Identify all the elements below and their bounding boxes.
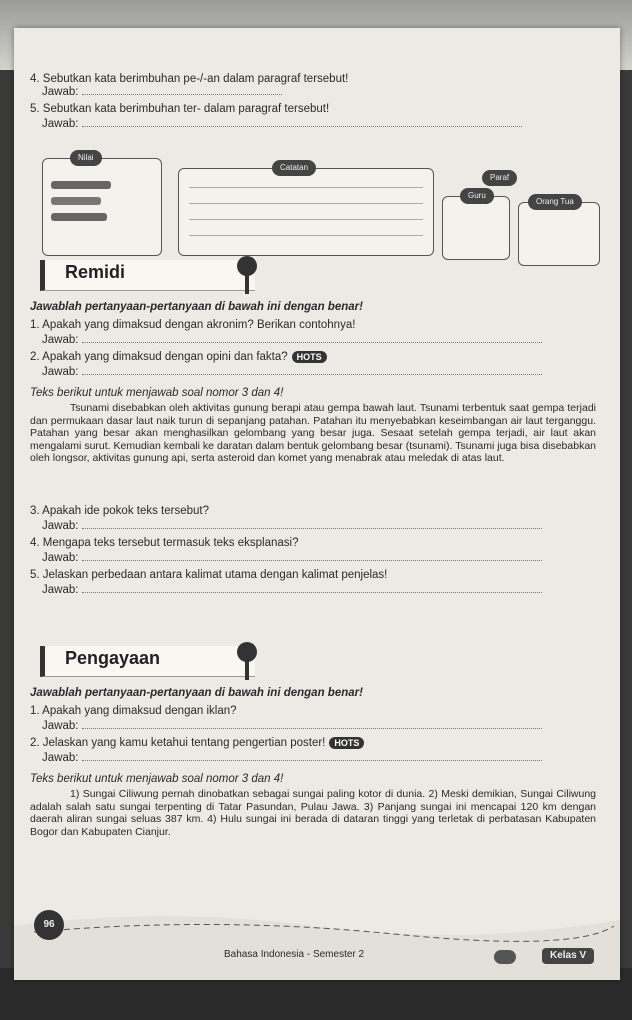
- tree-icon: [235, 640, 259, 680]
- nilai-label: Nilai: [70, 150, 102, 166]
- section-title: Pengayaan: [65, 648, 161, 668]
- page-footer: [14, 896, 620, 980]
- remidi-text-instruction: Teks berikut untuk menjawab soal nomor 3 dan 4!: [30, 387, 284, 399]
- question-text: 3. Apakah ide pokok teks tersebut?: [30, 505, 210, 517]
- paraf-label: Paraf: [482, 170, 517, 186]
- catatan-label: Catatan: [272, 160, 316, 176]
- question-text: 4. Mengapa teks tersebut termasuk teks eksplanasi?: [30, 537, 299, 549]
- question-text: 2. Jelaskan yang kamu ketahui tentang pengertian poster!: [30, 737, 326, 749]
- guru-label: Guru: [460, 188, 494, 204]
- page-number: 96: [34, 910, 64, 940]
- remidi-passage: Tsunami disebabkan oleh aktivitas gunung berapi atau gempa bawah laut. Tsunami terbentuk saat gempa terjadi dan permukaan dasar laut naik turun di sepanjang patahan. Patahan itu menyebabkan keseimbangan air laut terganggu. Patahan yang besar akan menghasilkan gelombang yang besar juga. Sesaat setelah gempa terjadi, air laut akan mengalami surut. Kemudian kembali ke daratan dalam bentuk gelombang besar (tsunami). Tsunami juga bisa disebabkan oleh longsor, aktivitas gunung api, serta asteroid dan komet yang menabrak atau meledak di atas laut.: [30, 402, 596, 464]
- question-text: 5. Sebutkan kata berimbuhan ter- dalam paragraf tersebut!: [30, 103, 330, 115]
- book-title: Bahasa Indonesia - Semester 2: [224, 949, 365, 960]
- answer-label: Jawab:: [42, 118, 79, 130]
- orang-tua-box: [518, 202, 600, 266]
- remidi-question-4: [30, 536, 600, 565]
- remidi-instruction: Jawablah pertanyaan-pertanyaan di bawah ini dengan benar!: [30, 301, 363, 313]
- remidi-question-1: [30, 318, 600, 347]
- answer-label: Jawab:: [42, 520, 79, 532]
- top-question-4: [30, 72, 600, 99]
- answer-line[interactable]: [82, 364, 542, 375]
- pengayaan-question-2: [30, 736, 600, 765]
- nilai-box: [42, 158, 162, 256]
- answer-line[interactable]: [82, 550, 542, 561]
- pengayaan-question-1: [30, 704, 600, 733]
- guru-box: [442, 196, 510, 260]
- worksheet-page: [14, 28, 620, 980]
- answer-line[interactable]: [82, 116, 522, 127]
- answer-label: Jawab:: [42, 552, 79, 564]
- question-text: 4. Sebutkan kata berimbuhan pe-/-an dalam paragraf tersebut!: [30, 73, 349, 85]
- orang-tua-label: Orang Tua: [528, 194, 582, 210]
- question-text: 5. Jelaskan perbedaan antara kalimat utama dengan kalimat penjelas!: [30, 569, 388, 581]
- answer-line[interactable]: [82, 84, 282, 95]
- hots-badge: HOTS: [292, 351, 327, 363]
- pengayaan-banner: [40, 646, 255, 677]
- pengayaan-text-instruction: Teks berikut untuk menjawab soal nomor 3 dan 4!: [30, 773, 284, 785]
- answer-label: Jawab:: [42, 752, 79, 764]
- remidi-question-5: [30, 568, 600, 597]
- answer-line[interactable]: [82, 750, 542, 761]
- answer-line[interactable]: [82, 332, 542, 343]
- pengayaan-instruction: Jawablah pertanyaan-pertanyaan di bawah ini dengan benar!: [30, 687, 363, 699]
- pengayaan-passage: 1) Sungai Ciliwung pernah dinobatkan sebagai sungai paling kotor di dunia. 2) Meski demikian, Sungai Ciliwung adalah salah satu sungai terpenting di Tatar Pasundan, Pulau Jawa. 3) Panjang sungai ini mencapai 120 km dengan daerah aliran sungai seluas 387 km. 4) Hulu sungai ini berada di dataran tinggi yang terletak di perbatasan Kabupaten Bogor dan Kabupaten Cianjur.: [30, 788, 596, 838]
- answer-line[interactable]: [82, 582, 542, 593]
- answer-line[interactable]: [82, 718, 542, 729]
- gp-badge: [494, 950, 516, 964]
- remidi-banner: [40, 260, 255, 291]
- question-text: 1. Apakah yang dimaksud dengan iklan?: [30, 705, 237, 717]
- question-text: 2. Apakah yang dimaksud dengan opini dan fakta?: [30, 351, 288, 363]
- answer-label: Jawab:: [42, 720, 79, 732]
- assessment-table: [42, 146, 602, 266]
- footer-decoration: [14, 896, 620, 980]
- answer-line[interactable]: [82, 518, 542, 529]
- remidi-question-2: [30, 350, 600, 379]
- section-title: Remidi: [65, 262, 126, 282]
- question-text: 1. Apakah yang dimaksud dengan akronim? Berikan contohnya!: [30, 319, 356, 331]
- top-question-5: [30, 102, 600, 131]
- tree-icon: [235, 254, 259, 294]
- answer-label: Jawab:: [42, 584, 79, 596]
- catatan-box: [178, 168, 434, 256]
- answer-label: Jawab:: [42, 366, 79, 378]
- answer-label: Jawab:: [42, 334, 79, 346]
- answer-label: Jawab:: [42, 86, 79, 98]
- hots-badge: HOTS: [329, 737, 364, 749]
- remidi-question-3: [30, 504, 600, 533]
- class-label: Kelas V: [542, 948, 594, 964]
